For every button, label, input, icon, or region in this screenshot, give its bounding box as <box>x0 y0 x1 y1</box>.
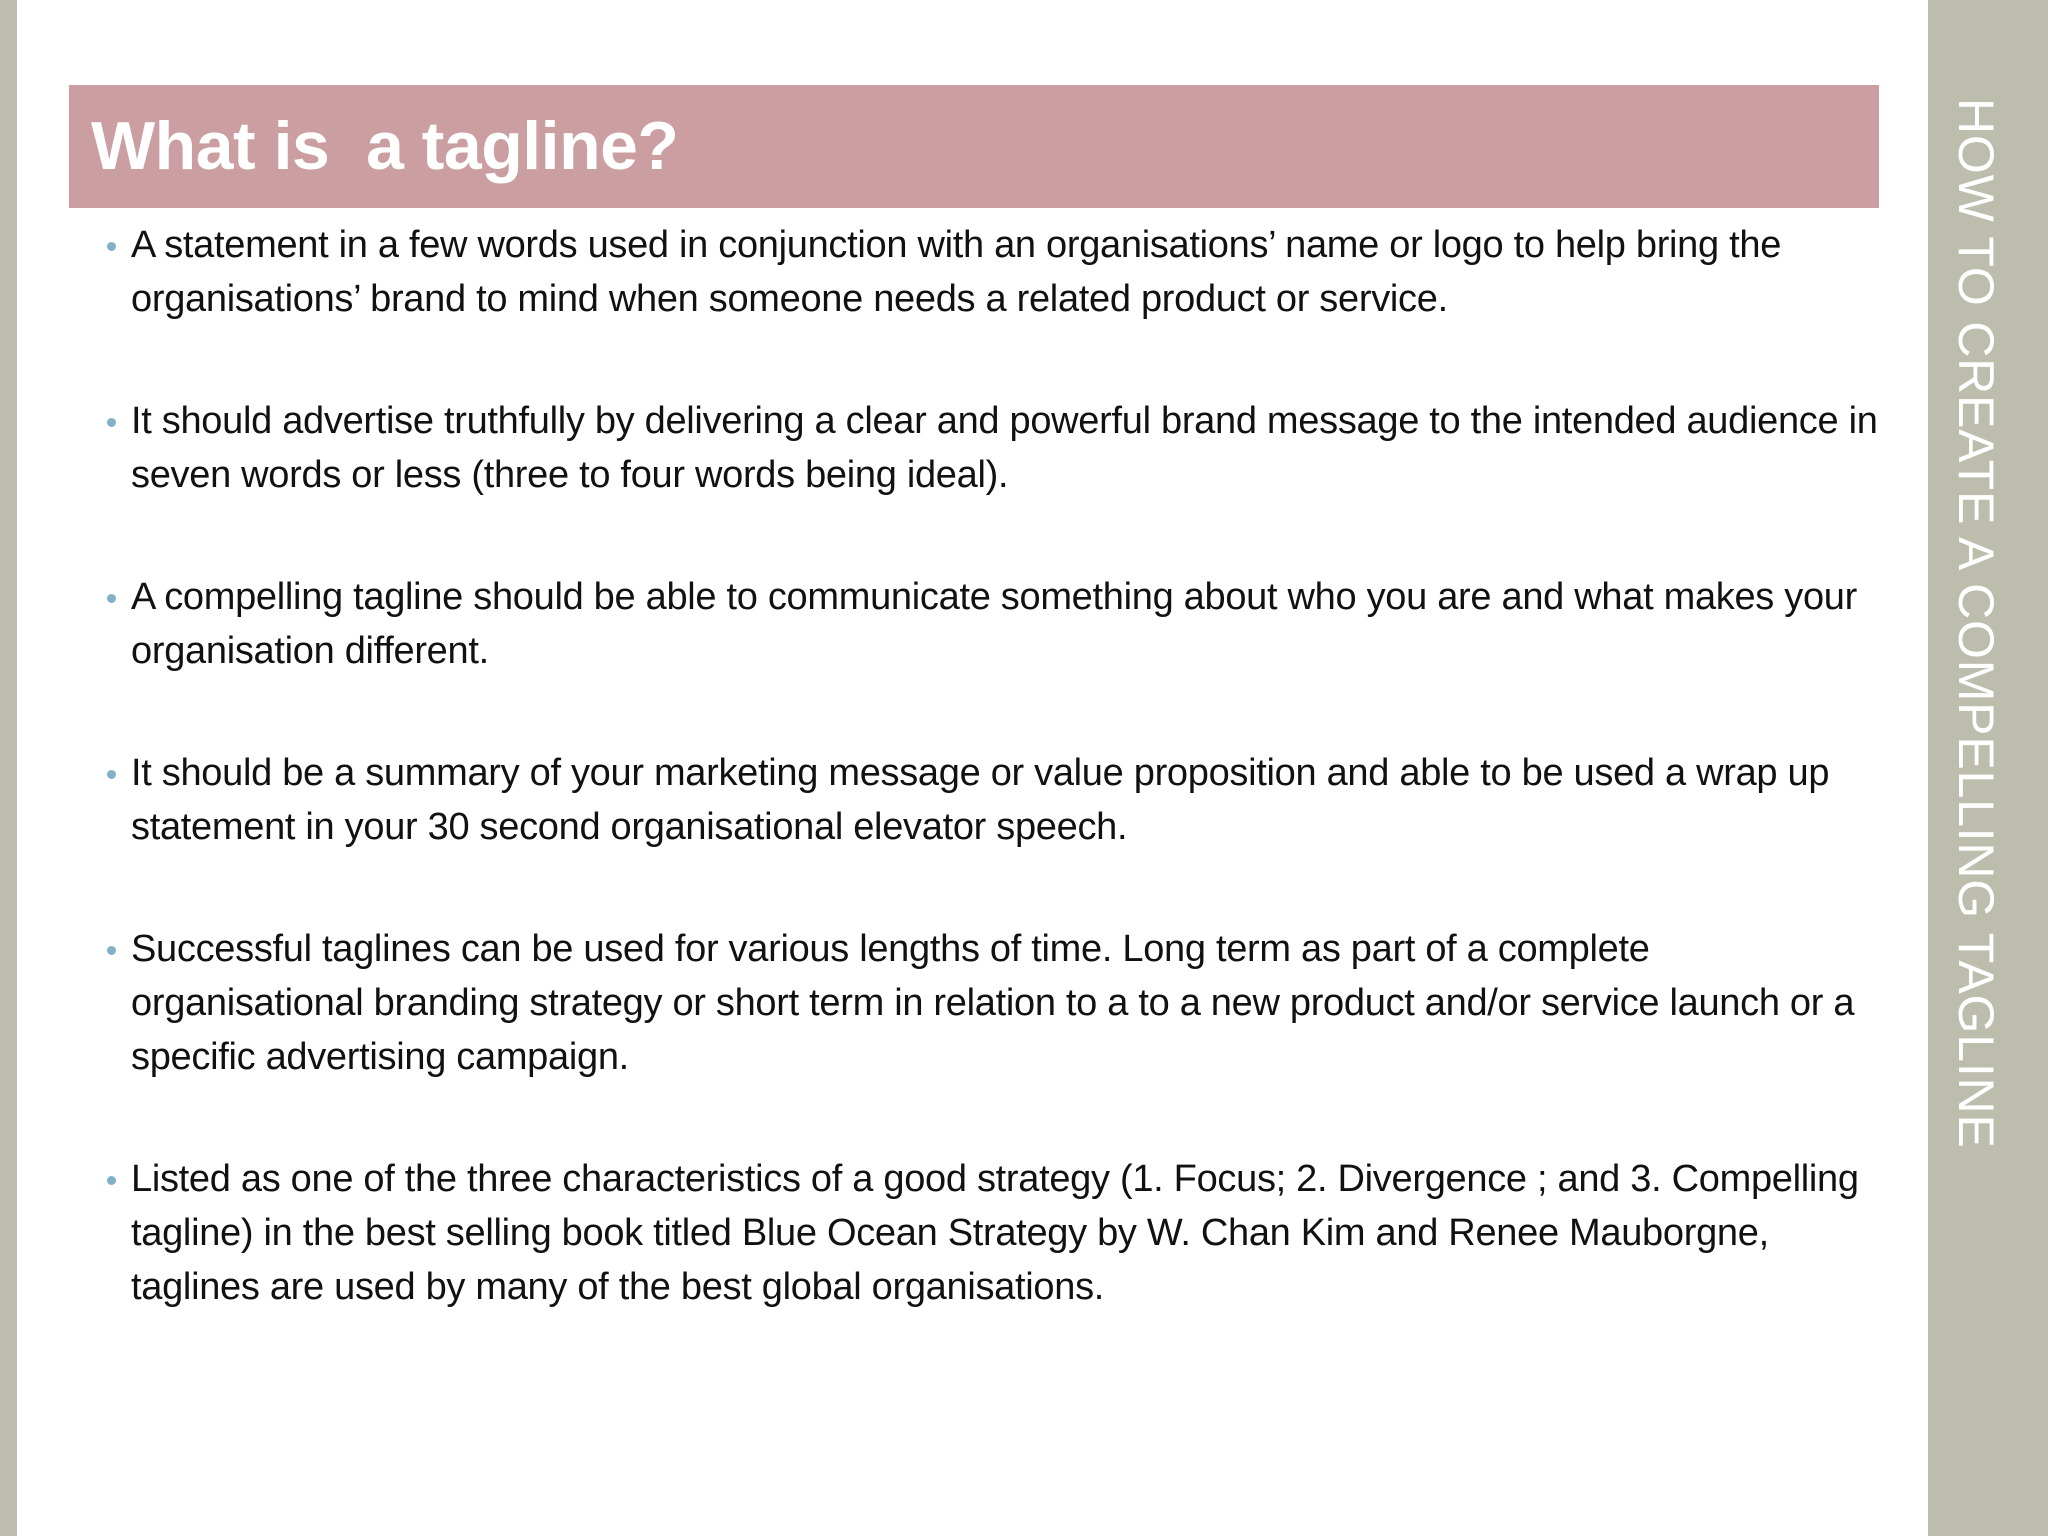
page-title: What is a tagline? <box>91 108 679 184</box>
bullet-item-2 <box>87 394 1887 502</box>
bullet-item-6 <box>87 1152 1887 1314</box>
bullet-item-4 <box>87 746 1887 854</box>
bullet-dot-icon <box>107 594 116 603</box>
bullet-text: A compelling tagline should be able to communicate something about who you are and what makes your organisation different. <box>131 576 1857 672</box>
bullet-text: Listed as one of the three characteristics of a good strategy (1. Focus; 2. Divergence ; and 3. Compelling tagline) in the best selling book titled Blue Ocean Strategy by W. Chan Kim and Renee Mauborgne, taglines are used by many of the best global organisations. <box>131 1158 1859 1308</box>
slide <box>17 0 1928 1536</box>
bullet-text: It should advertise truthfully by delivering a clear and powerful brand message to the intended audience in seven words or less (three to four words being ideal). <box>131 400 1878 496</box>
title-bar <box>69 85 1879 208</box>
bullet-text: Successful taglines can be used for various lengths of time. Long term as part of a complete organisational branding strategy or short term in relation to a to a new product and/or service launch or a specific advertising campaign. <box>131 928 1855 1078</box>
bullet-list <box>87 218 1887 1382</box>
bullet-dot-icon <box>107 1176 116 1185</box>
bullet-dot-icon <box>107 946 116 955</box>
bullet-dot-icon <box>107 770 116 779</box>
bullet-text: It should be a summary of your marketing message or value proposition and able to be used a wrap up statement in your 30 second organisational elevator speech. <box>131 752 1830 848</box>
bullet-item-5 <box>87 922 1887 1084</box>
bullet-item-1 <box>87 218 1887 326</box>
left-border <box>0 0 17 1536</box>
bullet-text: A statement in a few words used in conjunction with an organisations’ name or logo to help bring the organisations’ brand to mind when someone needs a related product or service. <box>131 224 1782 320</box>
bullet-dot-icon <box>107 242 116 251</box>
side-panel <box>1928 0 2048 1536</box>
bullet-item-3 <box>87 570 1887 678</box>
bullet-dot-icon <box>107 418 116 427</box>
side-title: HOW TO CREATE A COMPELLING TAGLINE <box>1948 98 2004 1149</box>
